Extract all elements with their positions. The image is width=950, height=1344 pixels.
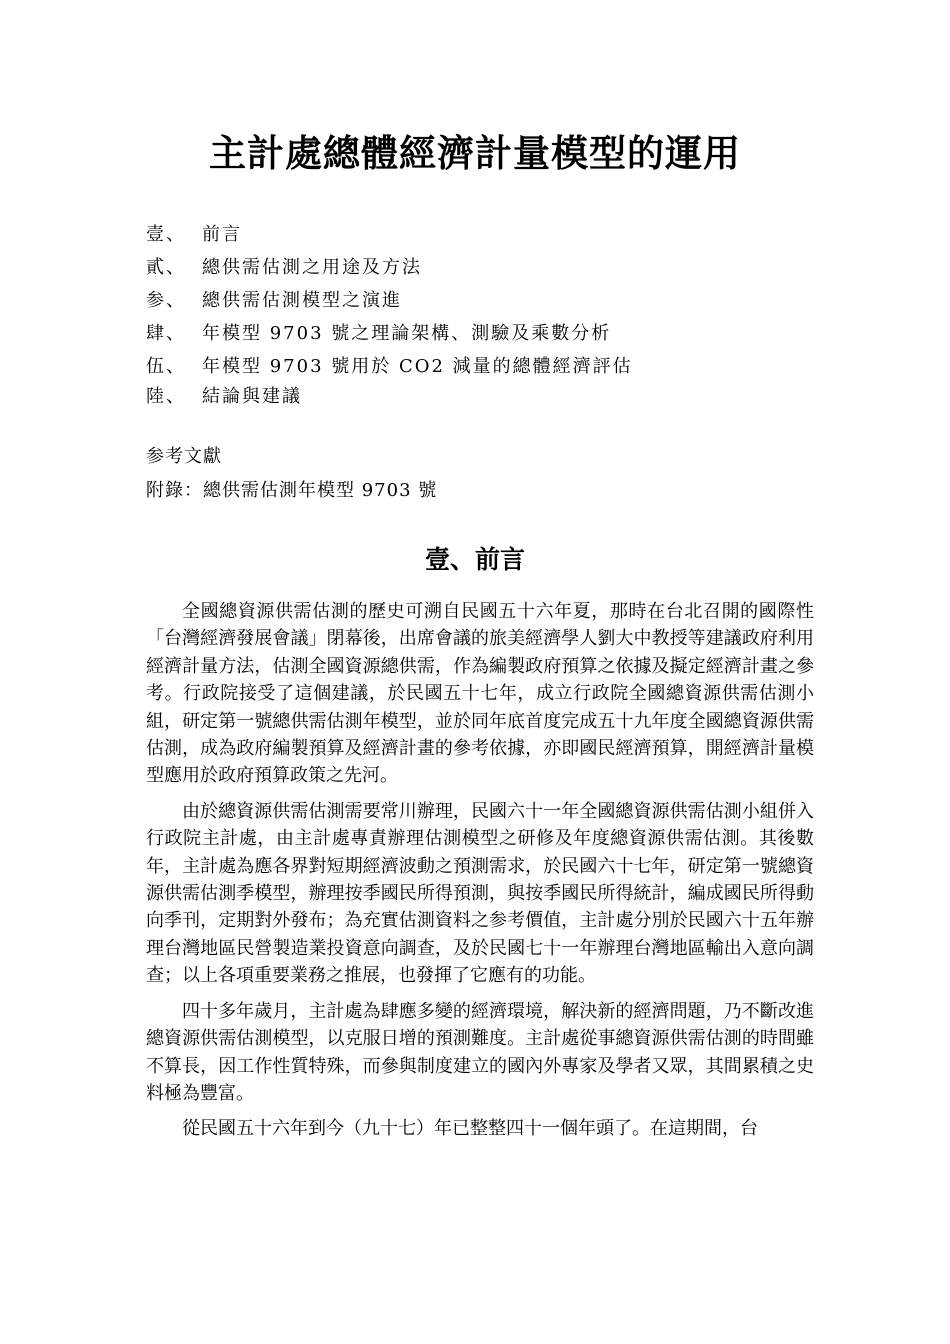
references-label: 参考文獻 (146, 446, 222, 467)
toc-item-number: 肆、 (146, 323, 186, 344)
toc-item (146, 384, 826, 417)
paragraph: 由於總資源供需估測需要常川辦理，民國六十一年全國總資源供需估測小組併入行政院主計處，由主計處專責辦理估測模型之研修及年度總資源供需估測。其後數年，主計處為應各界對短期經濟波動之預測需求，於民國六十七年，研定第一號總資源供需估測季模型，辦理按季國民所得預測，與按季國民所得統計，編成國民所得動向季刊，定期對外發布；為充實估測資料之参考價值，主計處分別於民國六十五年辦理台灣地區民營製造業投資意向調查，及於民國七十一年辦理台灣地區輸出入意向調查；以上各項重要業務之推展，也發揮了它應有的功能。 (146, 800, 814, 987)
paragraph: 從民國五十六年到今（九十七）年已整整四十一個年頭了。在這期間，台 (182, 1118, 758, 1140)
toc-item (146, 354, 826, 384)
toc-item-text: 年模型 9703 號用於 CO2 減量的總體經濟評估 (202, 356, 633, 377)
toc-item (146, 222, 826, 255)
toc-item-text: 前言 (202, 224, 242, 245)
toc-item-number: 壹、 (146, 224, 186, 245)
toc-item-number: 伍、 (146, 356, 186, 377)
toc-item-text: 總供需估測模型之演進 (202, 290, 402, 311)
document-title: 主計處總體經濟計量模型的運用 (209, 131, 741, 175)
toc-item-text: 總供需估測之用途及方法 (202, 257, 422, 278)
toc-item (146, 255, 826, 288)
references-block (146, 440, 437, 508)
toc-item (146, 321, 826, 354)
section-heading: 壹、前言 (424, 545, 525, 574)
paragraph: 四十多年歲月，主計處為肆應多變的經濟環境，解決新的經濟問題，乃不斷改進總資源供需估測模型，以克服日增的預測難度。主計處從事總資源供需估測的時間雖不算長，因工作性質特殊，而參與制度建立的國內外專家及學者又眾，其間累積之史料極為豐富。 (146, 1000, 814, 1104)
toc-item-text: 年模型 9703 號之理論架構、測驗及乘數分析 (202, 323, 612, 344)
toc-item-number: 陸、 (146, 386, 186, 407)
toc-item-number: 参、 (146, 290, 186, 311)
paragraph: 全國總資源供需估測的歷史可溯自民國五十六年夏，那時在台北召開的國際性「台灣經濟發展會議」閉幕後，出席會議的旅美經濟學人劉大中教授等建議政府利用經濟計量方法，估測全國資源總供需，作為編製政府預算之依據及擬定經濟計畫之參考。行政院接受了這個建議，於民國五十七年，成立行政院全國總資源供需估測小組，研定第一號總供需估測年模型，並於同年底首度完成五十九年度全國總資源供需估測，成為政府編製預算及經濟計畫的參考依據，亦即國民經濟預算，開經濟計量模型應用於政府預算政策之先河。 (146, 601, 814, 787)
appendix-label: 附錄：總供需估測年模型 9703 號 (146, 480, 438, 501)
toc-item-text: 結論與建議 (202, 386, 302, 407)
toc-item (146, 288, 826, 321)
body-text (146, 598, 814, 1151)
toc-item-number: 貳、 (146, 257, 186, 278)
table-of-contents (146, 222, 826, 417)
